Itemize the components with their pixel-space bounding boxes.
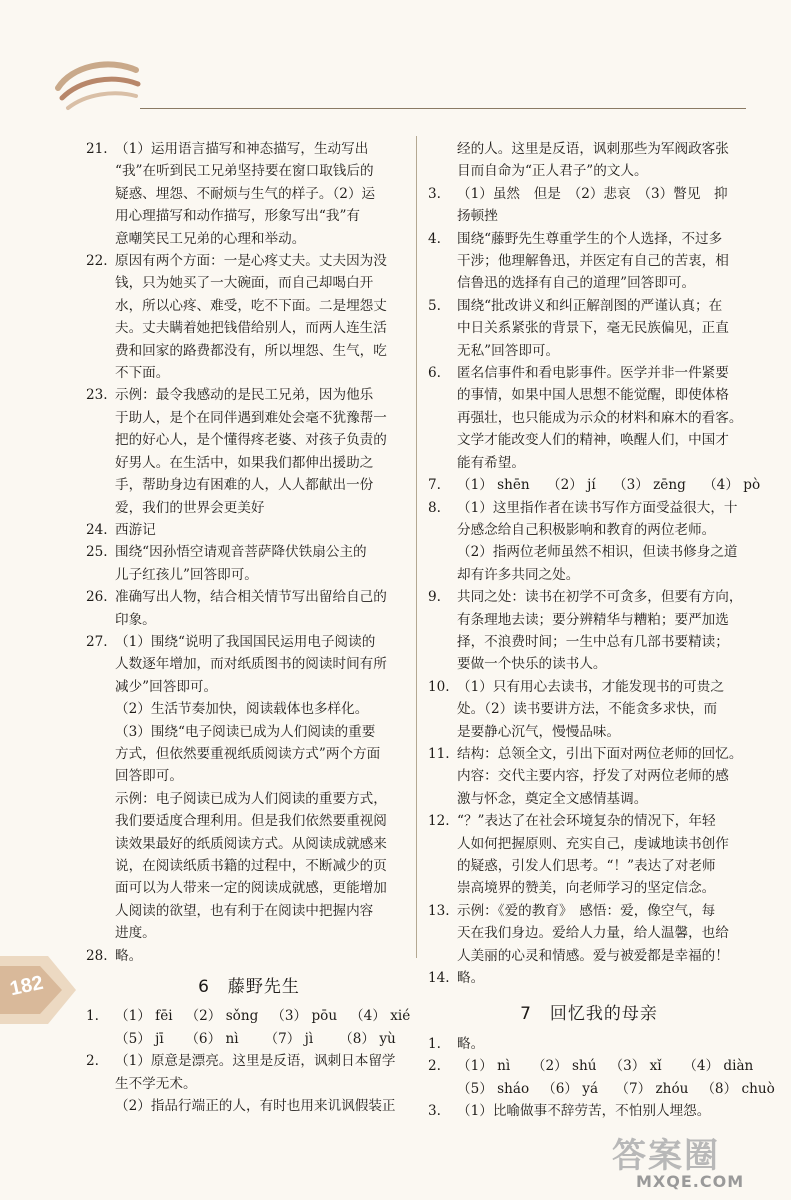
- answer-line: 读效果最好的纸质阅读方式。从阅读成就感来: [115, 835, 387, 852]
- answer-item: [428, 676, 750, 743]
- answer-item: [86, 138, 412, 250]
- answer-item: [86, 250, 412, 384]
- answer-item: [86, 1005, 412, 1050]
- answer-item: [428, 810, 750, 900]
- answer-item: [428, 497, 750, 587]
- answer-item: [428, 183, 750, 228]
- answer-line: 说，在阅读纸质书籍的过程中，不断减少的页: [115, 858, 387, 874]
- section-6-heading: [86, 976, 412, 998]
- answer-line: 信鲁迅的选择有自己的道理”回答即可。: [457, 275, 696, 292]
- answer-line: 分感念给自己积极影响和教育的两位老师。: [457, 521, 716, 538]
- answer-line: 于助人，是个在同伴遇到难处会毫不犹豫帮一: [115, 409, 387, 426]
- answer-line: “我”在听到民工兄弟坚持要在窗口取钱后的: [115, 163, 374, 180]
- left-answer-list: [86, 138, 412, 967]
- answer-body: [457, 362, 750, 474]
- answer-line: 西游记: [115, 521, 156, 538]
- answer-number: 24.: [86, 521, 108, 538]
- answer-line: 有条理地去读；要分辨精华与糟粕；要严加选: [457, 611, 729, 628]
- answer-line: （1）原意是漂亮。这里是反语，讽刺日本留学: [115, 1053, 396, 1070]
- answer-line: 崇高境界的赞美，向老师学习的坚定信念。: [457, 880, 716, 897]
- watermark-url: MXQE.COM: [636, 1172, 745, 1191]
- answer-item: [428, 743, 750, 810]
- answer-body: [115, 541, 412, 586]
- answer-body: [115, 250, 412, 384]
- answer-body: [457, 743, 750, 810]
- answer-body: [457, 586, 750, 676]
- answer-number: 21.: [86, 141, 108, 157]
- answer-item: [86, 384, 412, 518]
- answer-line: 手，帮助身边有困难的人，人人都献出一份: [115, 477, 374, 494]
- answer-body: [457, 228, 750, 295]
- answer-line: 却有许多共同之处。: [457, 566, 580, 583]
- answer-line: 能有希望。: [457, 454, 525, 471]
- answer-number: 1.: [428, 1035, 441, 1052]
- answer-line: 用心理描写和动作描写，形象写出“我”有: [115, 208, 360, 225]
- answer-line: 结构：总领全文，引出下面对两位老师的回忆。: [457, 745, 743, 762]
- answer-line: （1） shēn （2） jí （3） zēng （4） pò: [457, 477, 761, 494]
- answer-line: 水，所以心疼、难受，吃不下面。二是埋怨丈: [115, 297, 387, 314]
- header-rule: [140, 108, 746, 109]
- left-column: [86, 138, 412, 1117]
- answer-line: 围绕“因孙悟空请观音菩萨降伏铁扇公主的: [115, 544, 367, 561]
- answer-item: [86, 519, 412, 541]
- answer-line: 中日关系紧张的背景下，毫无民族偏见，正直: [457, 320, 729, 337]
- answer-number: 5.: [428, 297, 441, 314]
- answer-line: 回答即可。: [115, 768, 183, 785]
- answer-number: 26.: [86, 589, 108, 606]
- answer-line: 无私”回答即可。: [457, 342, 560, 359]
- answer-body: [457, 810, 750, 900]
- answer-line: 干涉；他理解鲁迅，并医定有自己的苦衷，相: [457, 253, 729, 270]
- answer-number: 11.: [428, 745, 450, 762]
- answer-body: [457, 900, 750, 967]
- answer-line: 内容：交代主要内容，抒发了对两位老师的感: [457, 768, 729, 785]
- answer-line: 印象。: [115, 611, 156, 628]
- watermark-logo: 答案圈: [612, 1136, 720, 1176]
- answer-item: [86, 1050, 412, 1117]
- answer-line: 的事情，如果中国人思想不能觉醒，即使体格: [457, 387, 729, 404]
- answer-body: [457, 474, 760, 496]
- answer-line: 天在我们身边。爱给人力量，给人温馨，也给: [457, 925, 729, 942]
- answer-line: 进度。: [115, 925, 156, 942]
- answer-number: 27.: [86, 633, 108, 650]
- section-7-number: 7: [520, 1004, 532, 1025]
- answer-number: 2.: [428, 1058, 441, 1075]
- answer-item: [428, 1055, 775, 1100]
- answer-body: [457, 295, 750, 362]
- answer-line: （1）虽然 但是 （2）悲哀 （3）瞥见 抑: [457, 185, 728, 202]
- answer-line: （1）运用语言描写和神态描写，生动写出: [115, 141, 369, 157]
- answer-line: 人阅读的欲望，也有利于在阅读中把握内容: [115, 902, 374, 919]
- answer-line: 围绕“藤野先生尊重学生的个人选择，不过多: [457, 230, 723, 247]
- answer-line: 把的好心人，是个懂得疼老婆、对孩子负责的: [115, 432, 387, 449]
- answer-line: 人如何把握原则、充实自己，虔诚地读书创作: [457, 835, 729, 852]
- answer-body: [115, 945, 412, 967]
- answer-line: 人数逐年增加，而对纸质图书的阅读时间有所: [115, 656, 387, 673]
- answer-number: 14.: [428, 970, 450, 987]
- section-7-answer-list: [428, 1033, 775, 1123]
- answer-body: [115, 519, 412, 541]
- answer-line: 人美丽的心灵和情感。爱与被爱都是幸福的！: [457, 947, 729, 964]
- answer-item: [428, 1100, 750, 1122]
- answer-number: 8.: [428, 499, 441, 516]
- answer-line: （5） sháo （6） yá （7） zhóu （8） chuò: [457, 1080, 775, 1097]
- answer-line: 减少”回答即可。: [115, 678, 218, 695]
- answer-line: 激与怀念，奠定全文感情基调。: [457, 790, 648, 807]
- answer-line: 费和回家的路费都没有，所以埋怨、生气，吃: [115, 342, 387, 359]
- answer-item: [428, 967, 750, 989]
- section-7-title: 回忆我的母亲: [549, 1004, 658, 1025]
- answer-number: 7.: [428, 477, 441, 494]
- answer-number: 28.: [86, 947, 108, 964]
- answer-line: 要做一个快乐的读书人。: [457, 656, 607, 673]
- answer-line: （2）指两位老师虽然不相识，但读书修身之道: [457, 544, 738, 561]
- answer-number: 25.: [86, 544, 108, 561]
- answer-line: 示例：《爱的教育》 感悟：爱，像空气，每: [457, 902, 716, 919]
- answer-line: 扬顿挫: [457, 208, 498, 225]
- answer-line: （3）围绕“电子阅读已成为人们阅读的重要: [115, 723, 376, 740]
- section-6-title: 藤野先生: [227, 977, 300, 998]
- answer-line: 示例：最令我感动的是民工兄弟，因为他乐: [115, 387, 374, 404]
- answer-line: 略。: [457, 1035, 485, 1052]
- answer-line: 共同之处：读书在初学不可贪多，但要有方向，: [457, 589, 743, 606]
- answer-line: 我们要适度合理利用。但是我们依然要重视阅: [115, 813, 387, 830]
- answer-line: 不下面。: [115, 365, 170, 382]
- answer-item: [428, 900, 750, 967]
- answer-item: [86, 631, 412, 945]
- answer-number: 10.: [428, 678, 450, 695]
- answer-body: [115, 138, 412, 250]
- answer-number: 13.: [428, 902, 450, 919]
- answer-line: （1）只有用心去读书，才能发现书的可贵之: [457, 678, 724, 695]
- answer-line: 方式，但依然要重视纸质阅读方式”两个方面: [115, 745, 381, 762]
- right-answer-list: [428, 138, 761, 989]
- right-column: [428, 138, 775, 1122]
- answer-body: [457, 676, 750, 743]
- answer-body: [457, 1033, 750, 1055]
- answer-line: 意嘲笑民工兄弟的心理和举动。: [115, 230, 306, 247]
- answer-line: 的疑惑，引发人们思考。“！”表达了对老师: [457, 858, 716, 874]
- answer-line: （1）比喻做事不辞劳苦，不怕别人埋怨。: [457, 1103, 711, 1120]
- answer-line: 围绕“批改讲义和纠正解剖图的严谨认真；在: [457, 297, 723, 314]
- answer-number: 6.: [428, 365, 441, 382]
- answer-line: 再强壮，也只能成为示众的材料和麻木的看客。: [457, 409, 743, 426]
- answer-line: 好男人。在生活中，如果我们都伸出援助之: [115, 454, 374, 471]
- answer-number: 9.: [428, 589, 441, 606]
- page-number: 182: [7, 971, 46, 1001]
- answer-line: 择，不浪费时间；一生中总有几部书要精读；: [457, 633, 729, 650]
- answer-item: [428, 362, 750, 474]
- answer-line: （5） jī （6） nì （7） jì （8） yù: [115, 1030, 396, 1047]
- answer-item: [428, 228, 750, 295]
- section-7-heading: [428, 1003, 750, 1025]
- answer-number: 3.: [428, 185, 441, 202]
- answer-line: 夫。丈夫瞒着她把钱借给别人，而两人连生活: [115, 320, 387, 337]
- answer-number: 23.: [86, 387, 108, 404]
- header-ornament-icon: [52, 52, 142, 114]
- answer-line: 略。: [457, 970, 485, 987]
- answer-item: [428, 1033, 750, 1055]
- answer-line: 文学才能改变人们的精神，唤醒人们，中国才: [457, 432, 729, 449]
- answer-line: 面可以为人带来一定的阅读成就感，更能增加: [115, 880, 387, 897]
- answer-body: [115, 1050, 412, 1117]
- answer-number: 22.: [86, 253, 108, 270]
- answer-line: 儿子红孩儿”回答即可。: [115, 566, 258, 583]
- answer-number: 1.: [86, 1008, 99, 1025]
- answer-body: [457, 967, 750, 989]
- answer-line: （2）生活节奏加快，阅读载体也多样化。: [115, 701, 369, 718]
- answer-line: （1） nì （2） shú （3） xǐ （4） diàn: [457, 1058, 754, 1075]
- answer-item: [428, 295, 750, 362]
- answer-body: [457, 183, 750, 228]
- section-6-answer-list: [86, 1005, 412, 1117]
- answer-line: 目而自命为“正人君子”的文人。: [457, 163, 648, 180]
- answer-line: 略。: [115, 947, 143, 964]
- answer-body: [457, 138, 750, 183]
- column-divider: [416, 136, 417, 958]
- answer-line: 爱，我们的世界会更美好: [115, 499, 265, 516]
- answer-item: [428, 586, 750, 676]
- answer-item: [86, 541, 412, 586]
- answer-line: 示例：电子阅读已成为人们阅读的重要方式，: [115, 790, 387, 807]
- answer-number: 2.: [86, 1053, 99, 1070]
- answer-body: [457, 1055, 775, 1100]
- answer-line: 经的人。这里是反语，讽刺那些为军阀政客张: [457, 141, 729, 157]
- answer-body: [457, 1100, 750, 1122]
- answer-line: 准确写出人物，结合相关情节写出留给自己的: [115, 589, 387, 606]
- answer-item: [428, 138, 750, 183]
- answer-number: [428, 138, 457, 183]
- answer-line: “？”表达了在社会环境复杂的情况下，年轻: [457, 813, 716, 830]
- answer-line: 处。（2）读书要讲方法，不能贪多求快，而: [457, 701, 718, 718]
- answer-body: [115, 586, 412, 631]
- answer-number: 3.: [428, 1103, 441, 1120]
- answer-line: 匿名信事件和看电影事件。医学并非一件紧要: [457, 365, 729, 382]
- answer-line: 是要静心沉气，慢慢品味。: [457, 723, 621, 740]
- answer-body: [457, 497, 750, 587]
- answer-line: （1）围绕“说明了我国国民运用电子阅读的: [115, 633, 376, 650]
- answer-body: [115, 631, 412, 945]
- answer-item: [86, 586, 412, 631]
- answer-line: （1） fēi （2） sǒng （3） pōu （4） xié: [115, 1008, 411, 1025]
- answer-line: （2）指品行端正的人，有时也用来讥讽假装正: [115, 1098, 396, 1115]
- answer-line: 钱，只为她买了一大碗面，而自己却喝白开: [115, 275, 374, 292]
- answer-line: 生不学无术。: [115, 1075, 197, 1092]
- answer-number: 4.: [428, 230, 441, 247]
- answer-line: 原因有两个方面：一是心疼丈夫。丈夫因为没: [115, 253, 387, 270]
- answer-line: 疑惑、埋怨、不耐烦与生气的样子。（2）运: [115, 185, 376, 202]
- section-6-number: 6: [198, 977, 210, 998]
- answer-body: [115, 384, 412, 518]
- answer-item: [428, 474, 761, 496]
- answer-line: （1）这里指作者在读书写作方面受益很大，十: [457, 499, 738, 516]
- answer-body: [115, 1005, 412, 1050]
- answer-item: [86, 945, 412, 967]
- answer-number: 12.: [428, 813, 450, 830]
